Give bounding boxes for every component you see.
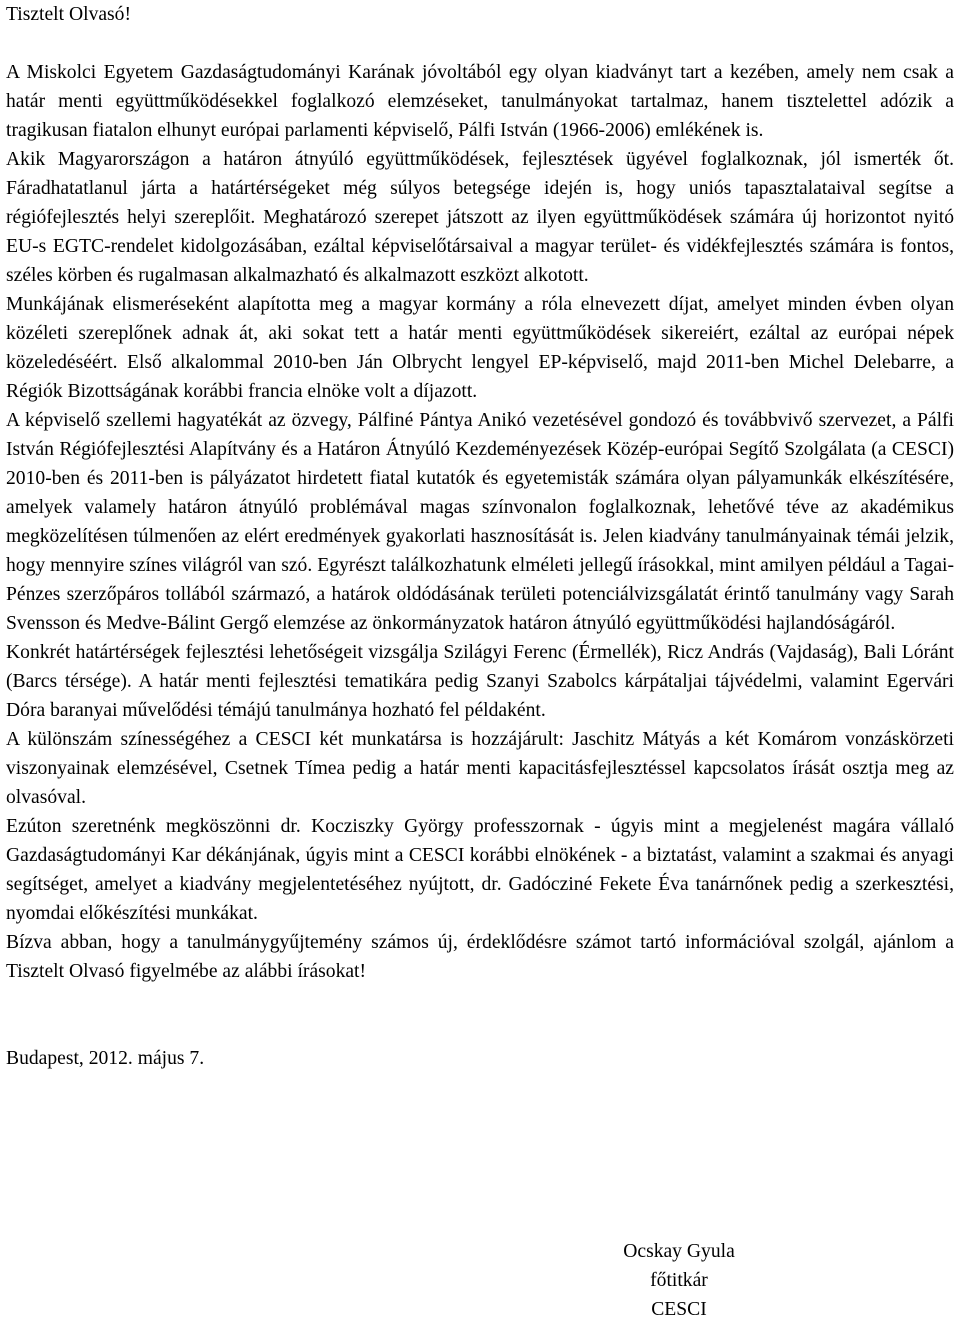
paragraph-thanks: Ezúton szeretnénk megköszönni dr. Kocziszky György professzornak - úgyis mint a megjelenést magára vállaló Gazdaságtudományi Kar dékánjának, úgyis mint a CESCI korábbi elnökének - a biztatást, valamint a szakmai és anyagi segítséget, amelyet a kiadvány megjelentetéséhez nyújtott, dr. Gadócziné Fekete Éva tanárnőnek pedig a szerkesztési, nyomdai előkészítési munkákat. <box>6 816 954 924</box>
paragraph-contributions: Akik Magyarországon a határon átnyúló együttműködések, fejlesztések ügyével foglalkoznak, jól ismerték őt. Fáradhatatlanul járta a határtérségeket még súlyos betegsége idején is, hogy uniós tapasztalataival segítse a régiófejlesztés helyi szereplőit. Meghatározó szerepet játszott az ilyen együttműködések számára új horizontot nyitó EU-s EGTC-rendelet kidolgozásában, ezáltal képviselőtársaival a magyar terület- és vidékfejlesztés számára is fontos, széles körben és rugalmasan alkalmazható és alkalmazott eszközt alkotott. <box>6 149 954 286</box>
place-and-date: Budapest, 2012. május 7. <box>6 1048 205 1069</box>
blank-space <box>6 986 954 1044</box>
paragraph-cesci-staff: A különszám színességéhez a CESCI két munkatársa is hozzájárult: Jaschitz Mátyás a két Komárom vonzáskörzeti viszonyainak elemzésével, Csetnek Tímea pedig a határ menti kapacitásfejlesztéssel kapcsolatos írását osztja meg az olvasóval. <box>6 729 954 808</box>
signature-name: Ocskay Gyula <box>623 1241 735 1262</box>
letter-page <box>6 0 954 1073</box>
signature-title: főtitkár <box>650 1270 708 1291</box>
paragraph-intro: A Miskolci Egyetem Gazdaságtudományi Karának jóvoltából egy olyan kiadványt tart a kezében, amely nem csak a határ menti együttműködésekkel foglalkozó elemzéseket, tanulmányokat tartalmaz, hanem tisztelettel adózik a tragikusan fiatalon elhunyt európai parlamenti képviselő, Pálfi István (1966-2006) emlékének is. <box>6 62 954 141</box>
paragraph-award: Munkájának elismeréseként alapította meg a magyar kormány a róla elnevezett díjat, amelyet minden évben olyan közéleti szereplőnek adnak át, aki sokat tett a határ menti együttműködések sikereiért, ezáltal az európai népek közeledéséért. Első alkalommal 2010-ben Ján Olbrycht lengyel EP-képviselő, majd 2011-ben Michel Delebarre, a Régiók Bizottságának korábbi francia elnöke volt a díjazott. <box>6 294 954 402</box>
paragraph-legacy: A képviselő szellemi hagyatékát az özvegy, Pálfiné Pántya Anikó vezetésével gondozó és továbbvivő szervezet, a Pálfi István Régiófejlesztési Alapítvány és a Határon Átnyúló Kezdeményezések Közép-európai Segítő Szolgálata (a CESCI) 2010-ben és 2011-ben is pályázatot hirdetett fiatal kutatók és egyetemisták számára olyan pályamunkák elkészítésére, amelyek valamely határon átnyúló problémával magas színvonalon foglalkoznak, lehetővé téve az akadémikus megközelítésen túlmenően az elért eredmények gyakorlati hasznosítását is. Jelen kiadvány tanulmányainak témái jelzik, hogy mennyire színes világról van szó. Egyrészt találkozhatunk elméleti jellegű írásokkal, mint amilyen például a Tagai-Pénzes szerzőpáros tollából származó, a határok oldódásának területi potenciálvizsgálatát érintő tanulmány vagy Sarah Svensson és Medve-Bálint Gergő elemzése az önkormányzatok határon átnyúló együttműködési hajlandóságáról. <box>6 410 954 634</box>
signature-organization: CESCI <box>651 1299 707 1320</box>
signature-block <box>604 1237 754 1324</box>
paragraph-closing: Bízva abban, hogy a tanulmánygyűjtemény számos új, érdeklődésre számot tartó információval szolgál, ajánlom a Tisztelt Olvasó figyelmébe az alábbi írásokat! <box>6 932 954 982</box>
blank-line <box>6 29 954 58</box>
paragraph-regions: Konkrét határtérségek fejlesztési lehetőségeit vizsgálja Szilágyi Ferenc (Érmellék), Ricz András (Vajdaság), Bali Lóránt (Barcs térsége). A határ menti fejlesztési tematikára pedig Szanyi Szabolcs kárpátaljai tájvédelmi, valamint Egervári Dóra baranyai művelődési témájú tanulmánya hozható fel példaként. <box>6 642 954 721</box>
greeting: Tisztelt Olvasó! <box>6 4 132 25</box>
